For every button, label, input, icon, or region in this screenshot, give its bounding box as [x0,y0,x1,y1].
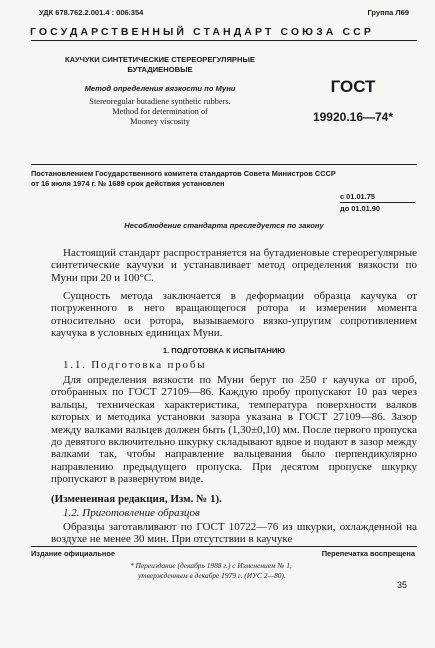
footer-divider [31,546,417,547]
top-divider [31,40,417,41]
paragraph-scope: Настоящий стандарт распространяется на бутадиеновые стереорегулярные синтетические каучуки и устанавливает метод определения вязкости по Муни при 20 и 100°С. [51,247,417,284]
paragraph-sample-prep: Для определения вязкости по Муни берут по 250 г каучука от проб, отобранных по ГОСТ 27109—86. Каждую пробу пропускают 10 раз через вальцы, техническая характеристика, температура поверхности валков которых и методика установки зазора указана в ГОСТ 27109—86. Зазор между валками вальцев должен быть (1,30±0,10) мм. После первого пропуска до девятого включительно шкурку складывают вдвое и подают в зазор между валками так, чтобы направление вальцевания было перпендикулярно направлению предыдущего пропуска. При десятом пропуске шкурку пропускают в развернутом виде. [51,374,417,486]
english-title-line-1: Stereoregular butadiene synthetic rubbers. [89,97,231,106]
date-from: с 01.01.75 [340,192,375,201]
subsection-1-1: 1.1. Подготовка пробы [63,359,207,371]
decree-divider [31,164,417,165]
paragraph-essence: Сущность метода заключается в деформации образца каучука от погруженного в него вращающегося ротора и измерении момента относительно оси ротора, вызываемого вязко-упругим сопротивлением каучука в условных единицах Муни. [51,290,417,340]
title-block [55,55,265,75]
gost-label: ГОСТ [330,77,376,96]
title-line-2: БУТАДИЕНОВЫЕ [127,65,193,74]
page-number: 35 [396,580,407,590]
english-title [55,97,265,127]
legal-notice: Несоблюдение стандарта преследуется по закону [124,221,324,230]
reissue-line-2: утвержденным в декабре 1979 г. (ИУС 2—80). [138,571,286,580]
english-title-line-2: Method for determination of [112,107,208,116]
amendment-note: (Измененная редакция, Изм. № 1). [51,493,222,505]
english-title-line-3: Mooney viscosity [130,117,190,126]
decree-line-2: от 16 июля 1974 г. № 1689 срок действия установлен [31,179,225,188]
group-code: Группа Л69 [367,8,409,17]
title-line-1: КАУЧУКИ СИНТЕТИЧЕСКИЕ СТЕРЕОРЕГУЛЯРНЫЕ [65,55,255,64]
gost-number: 19920.16—74* [312,110,394,124]
reprint-prohibited: Перепечатка воспрещена [321,549,415,558]
official-edition: Издание официальное [31,549,116,558]
reissue-note [130,561,410,581]
decree-line-1: Постановлением Государственного комитета стандартов Совета Министров СССР [31,169,336,178]
reissue-line-1: * Переиздание (декабрь 1988 г.) с Изменением № 1, [130,561,292,570]
decree-text [31,169,417,189]
udk-code: УДК 678.762.2.001.4 : 006.354 [39,8,144,17]
method-subtitle: Метод определения вязкости по Муни [84,84,236,93]
standard-banner: ГОСУДАРСТВЕННЫЙ СТАНДАРТ СОЮЗА ССР [30,26,374,38]
section-heading: 1. ПОДГОТОВКА К ИСПЫТАНИЮ [162,346,286,355]
date-to: до 01.01.90 [340,202,415,214]
subsection-1-2: 1.2. Приготовление образцов [63,507,200,519]
validity-dates [340,191,415,214]
paragraph-specimens: Образцы заготавливают по ГОСТ 10722—76 из шкурки, охлажденной на воздухе не менее 30 мин. При отсутствии в каучуке [51,521,417,546]
